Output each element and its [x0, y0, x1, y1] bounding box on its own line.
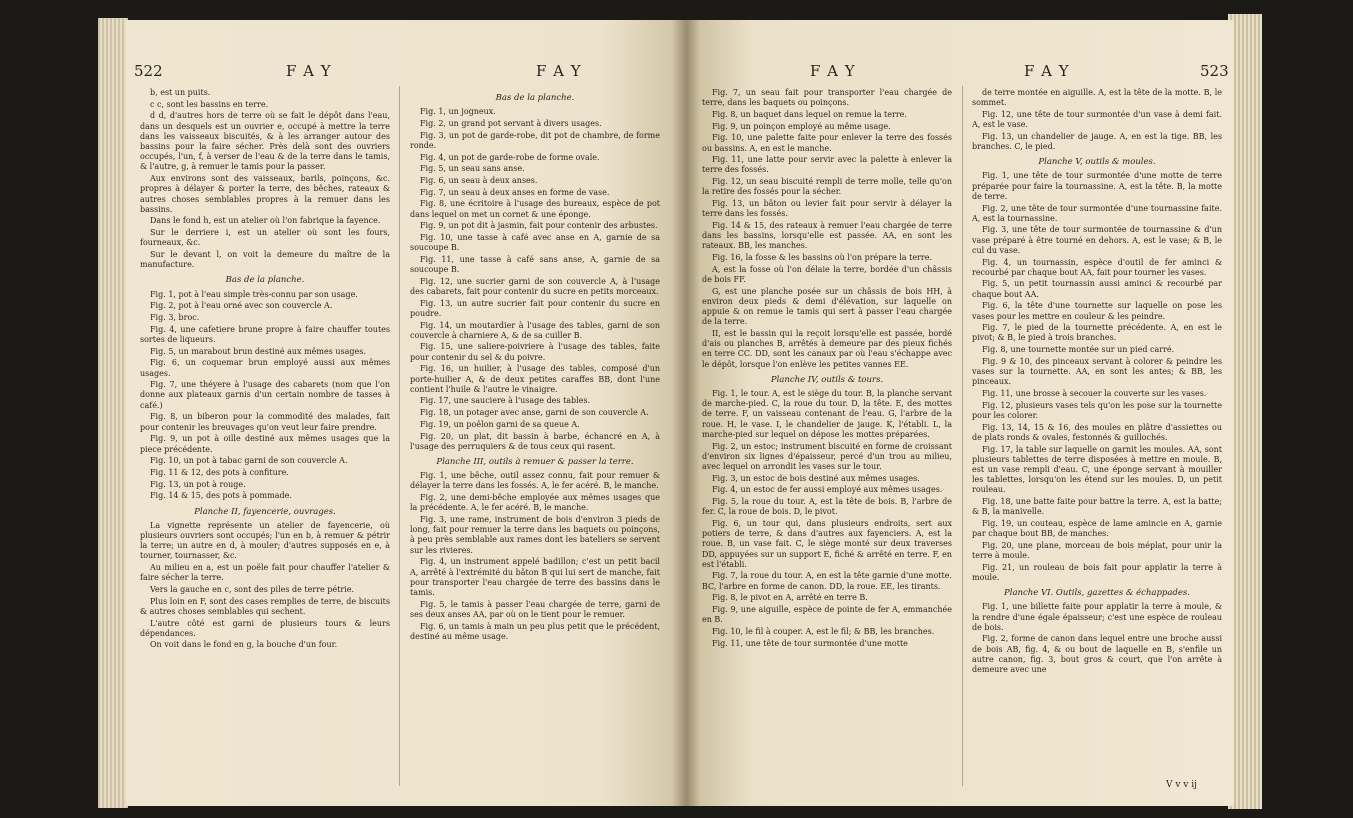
paragraph: c c, sont les bassins en terre. — [150, 99, 269, 109]
paragraph: Fig. 6, un tour qui, dans plusieurs endroits, sert aux potiers de terre, & dans d'autres aux fayenciers. A, est la roue. B, un vase fait. C, le siège monté sur deux traverses DD, appuyées sur un support E, fiché & arrêté en terre. F, en est l'établi. — [702, 518, 952, 569]
paragraph: Fig. 4, un instrument appelé badillon; c'est un petit bacil A, arrêté à l'extrémité du bâton B qui lui sert de manche, fait pour transporter l'eau chargée de terre des bassins dans le tamis. — [410, 557, 660, 597]
paragraph: Fig. 7, un seau à deux anses en forme de vase. — [420, 187, 610, 197]
paragraph: Fig. 10, un pot à tabac garni de son couvercle A. — [150, 456, 348, 466]
paragraph: Fig. 2, pot à l'eau orné avec son couvercle A. — [150, 301, 333, 311]
paragraph: Fig. 12, une tête de tour surmontée d'un vase à demi fait. A, est le vase. — [972, 109, 1222, 130]
paragraph: Fig. 20, un plat, dit bassin à barbe, échancré en A, à l'usage des perruquiers & de tous ceux qui rasent. — [410, 431, 660, 451]
paragraph: Fig. 11, une brosse à secouer la couverte sur les vases. — [982, 388, 1207, 398]
paragraph: Fig. 6, la tête d'une tournette sur laquelle on pose les vases pour les mettre en couleur & les peindre. — [972, 301, 1222, 321]
paragraph: Dans le fond h, est un atelier où l'on fabrique la fayence. — [150, 216, 381, 226]
paragraph: de terre montée en aiguille. A, est la tête de la motte. B, le sommet. — [972, 88, 1222, 108]
paragraph: Fig. 19, un couteau, espèce de lame amincie en A, garnie par chaque bout BB, de manches. — [972, 518, 1222, 539]
paragraph: Vers la gauche en c, sont des piles de terre pétrie. — [150, 584, 355, 594]
left-page — [126, 20, 686, 806]
book-gutter — [672, 20, 700, 806]
text-column — [140, 88, 390, 652]
paragraph: Fig. 8, le pivot en A, arrêté en terre B. — [712, 593, 868, 603]
paragraph: Fig. 7, une théyere à l'usage des cabarets (nom que l'on donne aux plateaux garnis d'un certain nombre de tasses à café.) — [140, 380, 390, 410]
section-heading: Planche V, outils & moules. — [1038, 157, 1156, 168]
paragraph: Fig. 16, la fosse & les bassins où l'on prépare la terre. — [712, 253, 932, 263]
section-heading: Planche II, fayencerie, ouvrages. — [194, 506, 336, 517]
text-column — [972, 88, 1222, 677]
paragraph: Fig. 18, un potager avec anse, garni de son couvercle A. — [420, 408, 649, 418]
paragraph: Fig. 9, un poinçon employé au même usage. — [712, 121, 891, 131]
paragraph: Fig. 14 & 15, des pots à pommade. — [150, 491, 292, 501]
paragraph: Fig. 1, le tour. A, est le siège du tour. B, la planche servant de marche-pied. C, la roue du tour. D, la tête. E, des mottes de terre. F, un vaisseau contenant de l'eau. G, l'arbre de la roue. H, le vase. I, le chandelier de jauge. K, l'établi. L, la marche-pied sur lequel on dépose les mottes préparées. — [702, 388, 952, 439]
paragraph: Fig. 12, une sucrier garni de son couvercle A, à l'usage des cabarets, fait pour contenir du sucre en petits morceaux. — [410, 276, 660, 296]
paragraph: Fig. 8, une tournette montée sur un pied carré. — [982, 345, 1175, 355]
paragraph: Fig. 16, un huilier, à l'usage des tables, composé d'un porte-huilier A, & de deux petites caraffes BB, dont l'une contient l'huile & l'autre le vinaigre. — [410, 364, 660, 394]
running-header: F A Y — [286, 62, 332, 80]
paragraph: Fig. 15, une saliere-poivriere à l'usage des tables, faite pour contenir du sel & du poivre. — [410, 342, 660, 362]
paragraph: Fig. 20, une plane, morceau de bois méplat, pour unir la terre à moule. — [972, 540, 1222, 561]
paragraph: Fig. 12, un seau biscuité rempli de terre molle, telle qu'on la retire des fossés pour la sécher. — [702, 177, 952, 197]
paragraph: Fig. 7, le pied de la tournette précédente. A, en est le pivot; & B, le pied à trois branches. — [972, 323, 1222, 343]
paragraph: Fig. 6, un coquemar brun employé aussi aux mêmes usages. — [140, 358, 390, 378]
section-heading: Planche IV, outils & tours. — [770, 374, 884, 385]
paragraph: Fig. 2, un grand pot servant à divers usages. — [420, 118, 602, 128]
paragraph: Sur le derriere i, est un atelier où sont les fours, fourneaux, &c. — [140, 228, 390, 248]
paragraph: G, est une planche posée sur un châssis de bois HH, à environ deux pieds & demi d'élévation, sur laquelle on appuie & on remue le tamis qui sert à passer l'eau chargée de la terre. — [702, 286, 952, 327]
paragraph: Fig. 6, un seau à deux anses. — [420, 175, 538, 185]
paragraph: Fig. 13, un bâton ou levier fait pour servir à délayer la terre dans les fossés. — [702, 199, 952, 219]
paragraph: On voit dans le fond en g, la bouche d'un four. — [150, 640, 338, 650]
paragraph: Fig. 13, 14, 15 & 16, des moules en plâtre d'assiettes ou de plats ronds & ovales, festonnés & guillochés. — [972, 422, 1222, 442]
paragraph: Fig. 17, une sauciere à l'usage des tables. — [420, 396, 591, 406]
paragraph: Fig. 10, une palette faite pour enlever la terre des fossés ou bassins. A, en est le manche. — [702, 133, 952, 153]
paragraph: Fig. 12, plusieurs vases tels qu'on les pose sur la tournette pour les colorer. — [972, 400, 1222, 420]
paragraph: Fig. 1, pot à l'eau simple très-connu par son usage. — [150, 289, 358, 299]
running-header: F A Y — [1024, 62, 1070, 80]
paragraph: Fig. 11, une tête de tour surmontée d'une motte — [712, 638, 908, 648]
paragraph: Fig. 9, un pot dit à jasmin, fait pour contenir des arbustes. — [420, 221, 658, 231]
paragraph: Fig. 5, le tamis à passer l'eau chargée de terre, garni de ses deux anses AA, par où on le tient pour le remuer. — [410, 599, 660, 619]
paragraph: Fig. 9, un pot à oille destiné aux mêmes usages que la piece précédente. — [140, 434, 390, 454]
paragraph: Fig. 3, une rame, instrument de bois d'environ 3 pieds de long, fait pour remuer la terre dans les baquets ou poinçons, à peu près semblable aux rames dont les bateliers se servent sur les rivieres. — [410, 515, 660, 555]
paragraph: Fig. 3, un estoc de bois destiné aux mêmes usages. — [712, 473, 920, 483]
paragraph: Fig. 3, une tête de tour surmontée de tournassine & d'un vase préparé à être tourné en dehors. A, est le vase; & B, le cul du vase. — [972, 225, 1222, 255]
page-number: 522 — [134, 62, 163, 80]
paragraph: II, est le bassin qui la reçoit lorsqu'elle est passée, bordé d'ais ou planches B, arrêtés à demeure par des pieux fichés en terre CC. DD, sont les canaux par où l'eau s'échappe avec le dépôt, lorsque l'on enlève les petites vannes EE. — [702, 328, 952, 369]
paragraph: Fig. 8, une écritoire à l'usage des bureaux, espèce de pot dans lequel on met un cornet & une éponge. — [410, 199, 660, 219]
paragraph: b, est un puits. — [150, 88, 211, 97]
paragraph: Fig. 4, un estoc de fer aussi employé aux mêmes usages. — [712, 485, 943, 495]
paragraph: Fig. 1, un jogneux. — [420, 107, 496, 117]
running-header: F A Y — [536, 62, 582, 80]
signature-mark: V v v ij — [1166, 780, 1197, 790]
column-rule — [399, 86, 400, 786]
paragraph: Fig. 13, un pot à rouge. — [150, 479, 246, 489]
paragraph: Fig. 21, un rouleau de bois fait pour applatir la terre à moule. — [972, 562, 1222, 582]
page-number: 523 — [1200, 62, 1229, 80]
paragraph: Fig. 11 & 12, des pots à confiture. — [150, 467, 289, 477]
paragraph: Au milieu en a, est un poële fait pour chauffer l'atelier & faire sécher la terre. — [140, 563, 390, 583]
column-rule — [962, 86, 963, 786]
paragraph: Fig. 14 & 15, des rateaux à remuer l'eau chargée de terre dans les bassins, lorsqu'elle est passée. AA, en sont les rateaux. BB, les manches. — [702, 220, 952, 251]
section-heading: Planche VI. Outils, gazettes & échappades. — [1004, 588, 1190, 599]
paragraph: Fig. 11, une tasse à café sans anse, A, garnie de sa soucoupe B. — [410, 254, 660, 275]
paragraph: Fig. 4, un pot de garde-robe de forme ovale. — [420, 152, 600, 162]
paragraph: L'autre côté est garni de plusieurs tours & leurs dépendances. — [140, 618, 390, 638]
paragraph: Aux environs sont des vaisseaux, barils, poinçons, &c. propres à délayer & porter la terre, des bêches, rateaux & autres choses semblables propres à la remuer dans les bassins. — [140, 174, 390, 214]
paragraph: Fig. 1, une tête de tour surmontée d'une motte de terre préparée pour faire la tournassine. A, est la tête. B, la motte de terre. — [972, 171, 1222, 201]
text-column — [410, 88, 660, 643]
paragraph: Fig. 5, un petit tournassin aussi aminci & recourbé par chaque bout AA. — [972, 279, 1222, 299]
paragraph: Sur le devant l, on voit la demeure du maître de la manufacture. — [140, 250, 390, 270]
paragraph: Fig. 2, une tête de tour surmontée d'une tournassine faite. A, est la tournassine. — [972, 203, 1222, 223]
paragraph: Fig. 5, un marabout brun destiné aux mêmes usages. — [150, 346, 366, 356]
paragraph: Fig. 2, forme de canon dans lequel entre une broche aussi de bois AB, fig. 4, & ou bout de laquelle en B, s'enfile un autre canon, fig. 3, bout gros & court, que l'on arrête à demeure avec une — [972, 634, 1222, 675]
paragraph: Fig. 9, une aiguille, espèce de pointe de fer A, emmanchée en B. — [702, 605, 952, 625]
paragraph: Fig. 19, un poêlon garni de sa queue A. — [420, 419, 580, 429]
section-heading: Planche III, outils à remuer & passer la terre. — [436, 457, 634, 467]
paragraph: Fig. 14, un moutardier à l'usage des tables, garni de son couvercle à charniere A, & de sa cuiller B. — [410, 320, 660, 340]
paragraph: Fig. 3, un pot de garde-robe, dit pot de chambre, de forme ronde. — [410, 130, 660, 150]
left-page-edges — [98, 18, 128, 808]
paragraph: Fig. 8, un biberon pour la commodité des malades, fait pour contenir les breuvages qu'on veut leur faire prendre. — [140, 412, 390, 432]
paragraph: Fig. 18, une batte faite pour battre la terre. A, est la batte; & B, la manivelle. — [972, 497, 1222, 517]
paragraph: Fig. 3, broc. — [150, 313, 200, 323]
paragraph: Fig. 11, une latte pour servir avec la palette à enlever la terre des fossés. — [702, 155, 952, 175]
paragraph: Fig. 4, un tournassin, espèce d'outil de fer aminci & recourbé par chaque bout AA, fait pour tourner les vases. — [972, 257, 1222, 277]
section-heading: Bas de la planche. — [495, 93, 575, 103]
paragraph: Fig. 4, une cafetiere brune propre à faire chauffer toutes sortes de liqueurs. — [140, 324, 390, 344]
paragraph: Fig. 10, une tasse à café avec anse en A, garnie de sa soucoupe B. — [410, 232, 660, 253]
paragraph: Fig. 2, un estoc; instrument biscuité en forme de croissant d'environ six lignes d'épaisseur, percé d'un trou au milieu, avec lequel on arrondit les vases sur le tour. — [702, 441, 952, 471]
paragraph: Fig. 5, la roue du tour. A, est la tête de bois. B, l'arbre de fer. C, la roue de bois. D, le pivot. — [702, 497, 952, 517]
paragraph: Fig. 5, un seau sans anse. — [420, 164, 525, 174]
paragraph: Plus loin en F, sont des cases remplies de terre, de biscuits & autres choses semblables qui sechent. — [140, 596, 390, 616]
paragraph: Fig. 1, une bêche, outil assez connu, fait pour remuer & délayer la terre dans les fossés. A, le fer acéré. B, le manche. — [410, 471, 660, 491]
paragraph: Fig. 2, une demi-bêche employée aux mêmes usages que la précédente. A, le fer acéré. B, le manche. — [410, 493, 660, 513]
text-column — [702, 88, 952, 650]
paragraph: Fig. 13, un autre sucrier fait pour contenir du sucre en poudre. — [410, 298, 660, 318]
section-heading: Bas de la planche. — [225, 275, 305, 286]
right-page — [686, 20, 1234, 806]
paragraph: Fig. 9 & 10, des pinceaux servant à colorer & peindre les vases sur la tournette. AA, en sont les antes; & BB, les pinceaux. — [972, 356, 1222, 387]
paragraph: d d, d'autres hors de terre où se fait le dépôt dans l'eau, dans un desquels est un ouvrier e, occupé à mettre la terre dans les vaisseaux biscuités, & à les arranger autour des bassins pour la faire sécher. Près delà sont des ouvriers occupés, l'un, f, à verser de l'eau & de la terre dans le tamis, & l'autre, g, à remuer le tamis pour la passer. — [140, 111, 390, 172]
paragraph: Fig. 8, un baquet dans lequel on remue la terre. — [712, 109, 907, 119]
paragraph: Fig. 7, la roue du tour. A, en est la tête garnie d'une motte. BC, l'arbre en forme de canon. DD, la roue. EE, les tirants. — [702, 571, 952, 591]
paragraph: Fig. 17, la table sur laquelle on garnit les moules. AA, sont plusieurs tablettes de terre disposées à mettre en moule. B, est un vase rempli d'eau. C, une éponge servant à mouiller les tablettes, lorsqu'on les étend sur les moules. D, un petit rouleau. — [972, 444, 1222, 495]
paragraph: Fig. 13, un chandelier de jauge. A, en est la tige. BB, les branches. C, le pied. — [972, 131, 1222, 152]
paragraph: Fig. 10, le fil à couper. A, est le fil; & BB, les branches. — [712, 626, 935, 636]
paragraph: Fig. 1, une billette faite pour applatir la terre à moule, & la rendre d'une égale épaisseur; c'est une espèce de rouleau de bois. — [972, 602, 1222, 632]
paragraph: Fig. 7, un seau fait pour transporter l'eau chargée de terre, dans les baquets ou poinçons. — [702, 88, 952, 108]
paragraph: A, est la fosse où l'on délaie la terre, bordée d'un châssis de bois FF. — [702, 264, 952, 284]
running-header: F A Y — [810, 62, 856, 80]
paragraph: Fig. 6, un tamis à main un peu plus petit que le précédent, destiné au même usage. — [410, 621, 660, 641]
paragraph: La vignette représente un atelier de fayencerie, où plusieurs ouvriers sont occupés; l'un en b, à remuer & pétrir la terre; un autre en d, à mouler; d'autres supposés en e, à tourner, tournasser, &c. — [140, 520, 390, 561]
